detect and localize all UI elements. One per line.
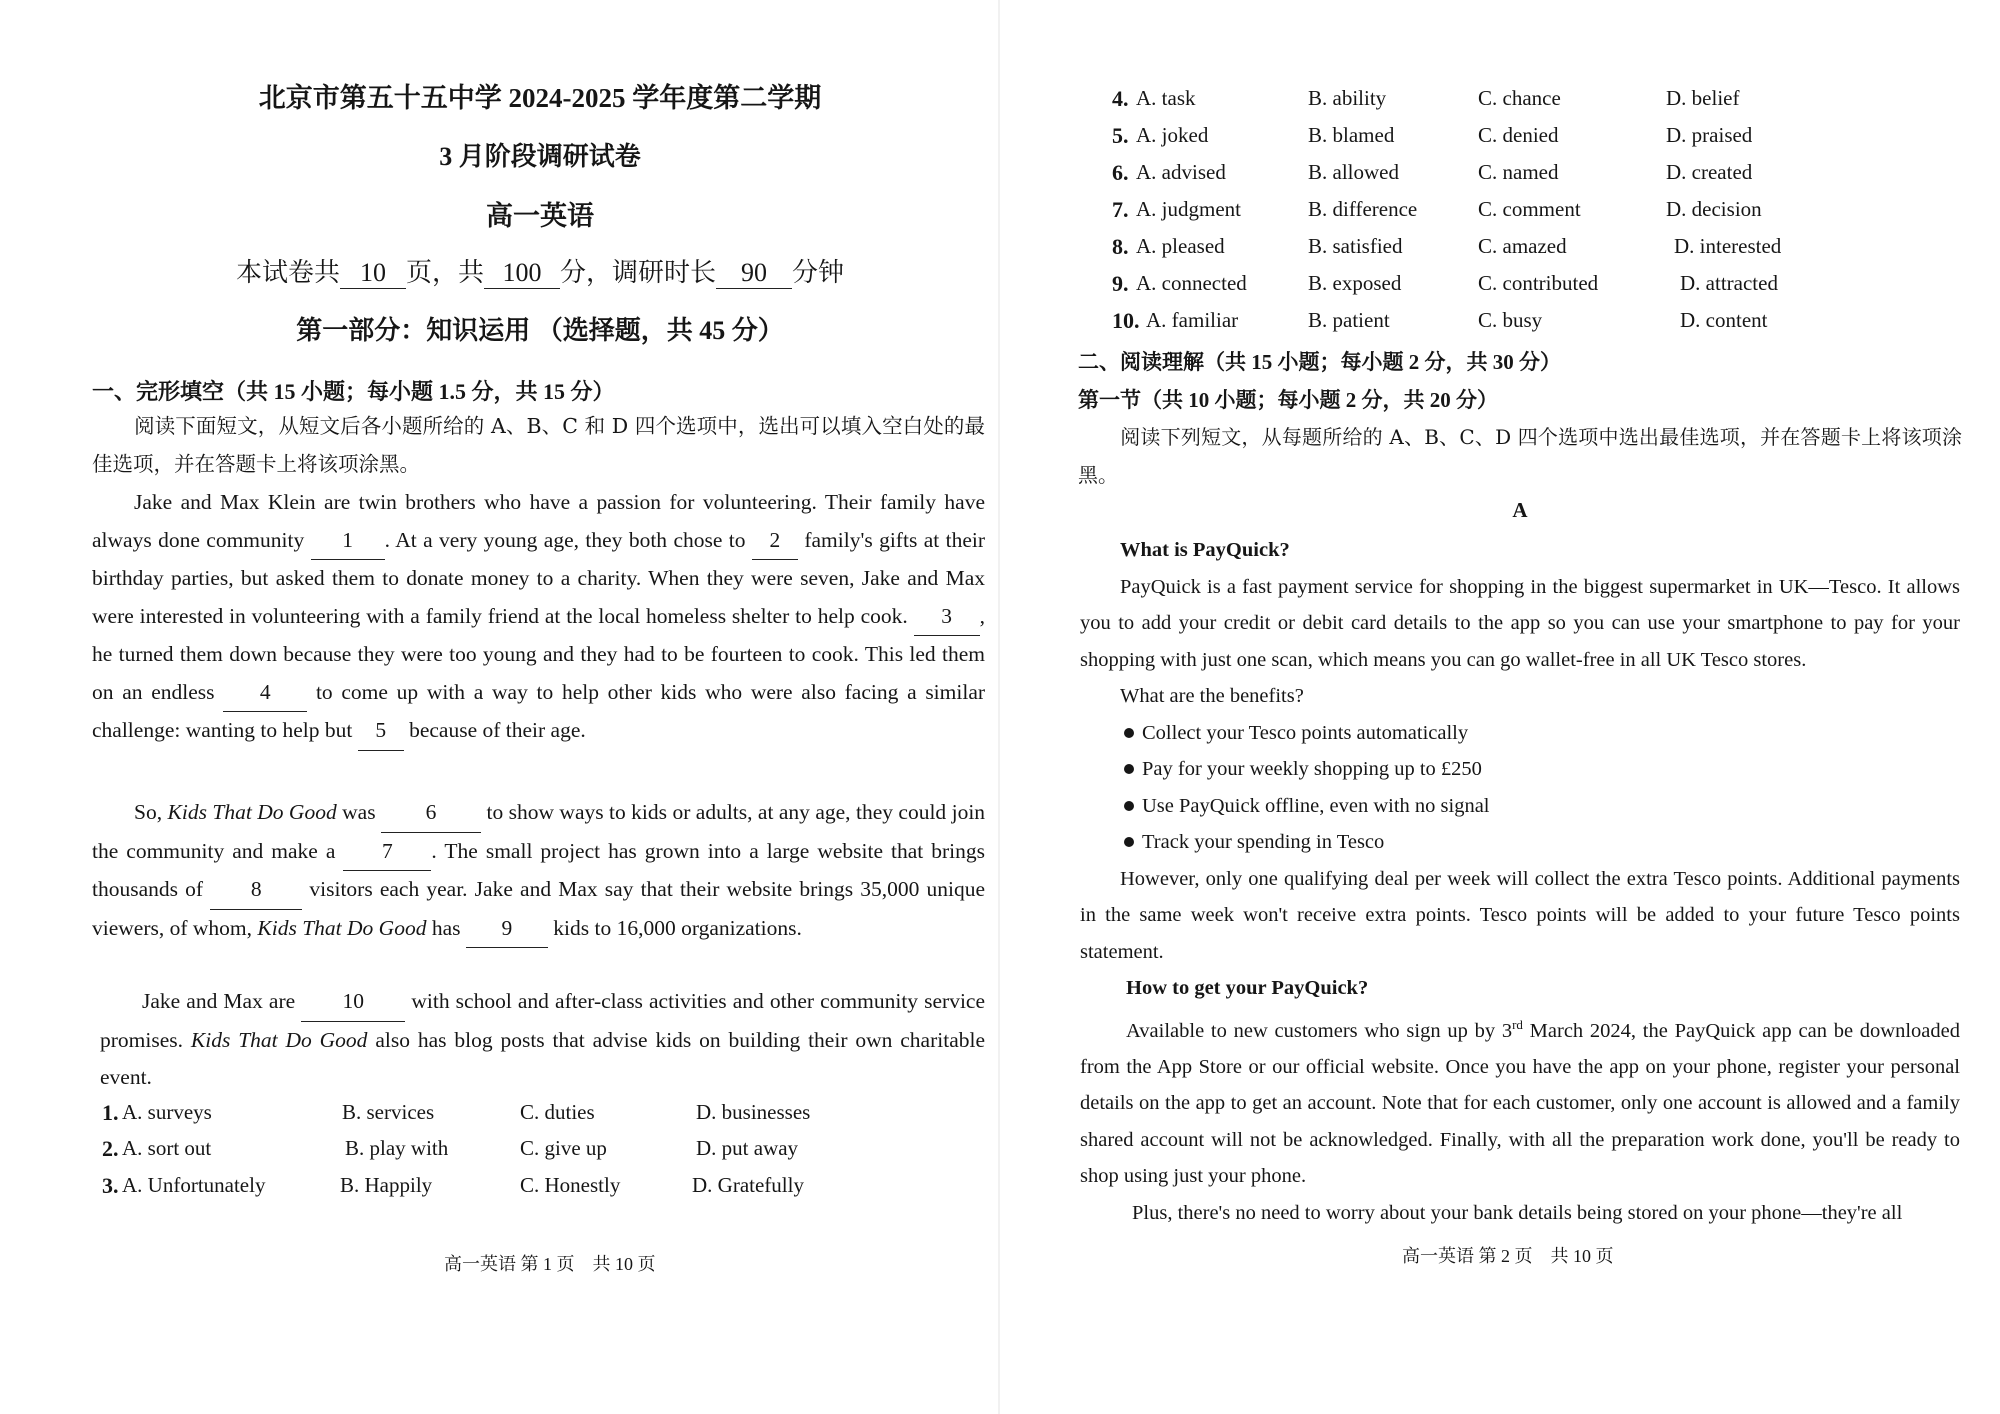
bullet-icon	[1124, 728, 1134, 738]
option-10c[interactable]: C. busy	[1478, 308, 1543, 332]
bullet-icon	[1124, 764, 1134, 774]
option-10a[interactable]: A. familiar	[1146, 308, 1239, 332]
bullet-icon	[1124, 837, 1134, 847]
options-q3: 3. A. Unfortunately B. Happily C. Honestly D. Gratefully	[102, 1173, 804, 1198]
options-q6: 6. A. advised B. allowed C. named D. created	[1112, 160, 1753, 185]
option-9a[interactable]: A. connected	[1136, 271, 1247, 295]
exam-title: 3 月阶段调研试卷	[439, 142, 641, 171]
reading-section-1: 第一节（共 10 小题；每小题 2 分，共 20 分）	[1078, 388, 1498, 412]
option-6c[interactable]: C. named	[1478, 160, 1559, 184]
option-9d[interactable]: D. attracted	[1680, 271, 1778, 295]
passage-paragraph-1: PayQuick is a fast payment service for shopping in the biggest supermarket in UK—Tesco. It allows you to add your credit or debit card details to the app so you can use your smartphone to pay for your shopping with just one scan, which means you can go wallet-free in all UK Tesco stores.	[1080, 575, 1960, 671]
option-1a[interactable]: A. surveys	[122, 1100, 212, 1124]
benefit-item: Use PayQuick offline, even with no signal	[1080, 788, 1960, 825]
passage-label: A	[1512, 498, 1528, 522]
option-10d[interactable]: D. content	[1680, 308, 1768, 332]
options-q5: 5. A. joked B. blamed C. denied D. praised	[1112, 123, 1753, 148]
option-1c[interactable]: C. duties	[520, 1100, 595, 1124]
option-7c[interactable]: C. comment	[1478, 197, 1581, 221]
option-3b[interactable]: B. Happily	[340, 1173, 433, 1197]
option-2a[interactable]: A. sort out	[122, 1136, 212, 1160]
option-7b[interactable]: B. difference	[1308, 197, 1418, 221]
benefits-question: What are the benefits?	[1120, 685, 1304, 707]
bullet-icon	[1124, 801, 1134, 811]
option-3d[interactable]: D. Gratefully	[692, 1173, 804, 1197]
blank-2[interactable]: 2	[752, 522, 798, 561]
blank-5[interactable]: 5	[358, 712, 404, 751]
options-q7: 7. A. judgment B. difference C. comment D. decision	[1112, 197, 1762, 222]
benefit-item: Track your spending in Tesco	[1080, 824, 1960, 861]
option-3c[interactable]: C. Honestly	[520, 1173, 621, 1197]
blank-7[interactable]: 7	[343, 833, 431, 872]
part-one-title: 第一部分：知识运用 （选择题，共 45 分）	[296, 316, 784, 345]
option-10b[interactable]: B. patient	[1308, 308, 1390, 332]
how-to-title: How to get your PayQuick?	[1126, 977, 1369, 999]
option-4c[interactable]: C. chance	[1478, 86, 1561, 110]
option-4d[interactable]: D. belief	[1666, 86, 1740, 110]
blank-1[interactable]: 1	[311, 522, 385, 561]
option-8d[interactable]: D. interested	[1674, 234, 1782, 258]
option-8b[interactable]: B. satisfied	[1308, 234, 1403, 258]
options-q2: 2. A. sort out B. play with C. give up D. put away	[102, 1136, 799, 1161]
option-8a[interactable]: A. pleased	[1136, 234, 1225, 258]
option-6b[interactable]: B. allowed	[1308, 160, 1399, 184]
option-6a[interactable]: A. advised	[1136, 160, 1226, 184]
exam-duration: 90	[716, 258, 792, 289]
options-q4: 4. A. task B. ability C. chance D. belief	[1112, 86, 1740, 111]
option-5a[interactable]: A. joked	[1136, 123, 1209, 147]
option-5d[interactable]: D. praised	[1666, 123, 1753, 147]
total-score: 100	[484, 258, 560, 289]
subject-title: 高一英语	[486, 201, 594, 231]
what-is-title: What is PayQuick?	[1120, 539, 1290, 561]
option-2c[interactable]: C. give up	[520, 1136, 607, 1160]
option-5c[interactable]: C. denied	[1478, 123, 1559, 147]
page-footer-right: 高一英语 第 2 页 共 10 页	[1402, 1246, 1614, 1266]
passage-paragraph-2: However, only one qualifying deal per week will collect the extra Tesco points. Additional payments in the same week won't receive extra points. Tesco points will be added to your future Tesco points statement.	[1080, 867, 1960, 963]
blank-3[interactable]: 3	[914, 598, 980, 637]
exam-info: 本试卷共 10 页，共 100 分，调研时长 90 分钟	[235, 258, 845, 287]
cloze-heading: 一、完形填空（共 15 小题；每小题 1.5 分，共 15 分）	[92, 379, 615, 404]
reading-instruction: 阅读下列短文，从每题所给的 A、B、C、D 四个选项中选出最佳选项，并在答题卡上将该项涂黑。	[1078, 425, 1962, 487]
option-6d[interactable]: D. created	[1666, 160, 1753, 184]
blank-9[interactable]: 9	[466, 910, 548, 949]
passage-a	[1080, 532, 1960, 1231]
blank-4[interactable]: 4	[223, 674, 307, 713]
options-q10: 10. A. familiar B. patient C. busy D. content	[1112, 308, 1768, 333]
page-count: 10	[340, 258, 406, 289]
options-q1: 1. A. surveys B. services C. duties D. businesses	[102, 1100, 811, 1125]
cloze-paragraph-3: Jake and Max are 10 with school and after-class activities and other community service promises. Kids That Do Good also has blog posts that advise kids on building their own charitable event.	[100, 983, 985, 1097]
option-3a[interactable]: A. Unfortunately	[122, 1173, 266, 1197]
blank-8[interactable]: 8	[210, 871, 302, 910]
benefit-item: Pay for your weekly shopping up to £250	[1080, 751, 1960, 788]
school-title: 北京市第五十五中学 2024-2025 学年度第二学期	[258, 83, 822, 113]
option-2d[interactable]: D. put away	[696, 1136, 799, 1160]
cloze-paragraph-2: So, Kids That Do Good was 6 to show ways to kids or adults, at any age, they could join the community and make a 7 . The small project has grown into a large website that brings thousands of 8 visitors each year. Jake and Max say that their website brings 35,000 unique viewers, of whom, Kids That Do Good has 9 kids to 16,000 organizations.	[92, 794, 985, 948]
page-footer-left: 高一英语 第 1 页 共 10 页	[444, 1254, 656, 1274]
passage-paragraph-3: Available to new customers who sign up by 3rd March 2024, the PayQuick app can be downloaded from the App Store or our official website. Once you have the app on your phone, register your personal details on the app to get an account. Note that for each customer, only one account is allowed and a family shared account will not be acknowledged. Finally, with all the preparation work done, you'll be ready to shop using just your phone.	[1080, 1016, 1960, 1188]
option-2b[interactable]: B. play with	[345, 1136, 449, 1160]
option-9b[interactable]: B. exposed	[1308, 271, 1402, 295]
blank-6[interactable]: 6	[381, 794, 481, 833]
benefit-item: Collect your Tesco points automatically	[1080, 715, 1960, 752]
option-4b[interactable]: B. ability	[1308, 86, 1387, 110]
options-q8: 8. A. pleased B. satisfied C. amazed D. interested	[1112, 234, 1782, 259]
option-8c[interactable]: C. amazed	[1478, 234, 1567, 258]
option-9c[interactable]: C. contributed	[1478, 271, 1599, 295]
options-q9: 9. A. connected B. exposed C. contributed D. attracted	[1112, 271, 1778, 296]
option-7a[interactable]: A. judgment	[1136, 197, 1241, 221]
cloze-instruction: 阅读下面短文，从短文后各小题所给的 A、B、C 和 D 四个选项中，选出可以填入空白处的最佳选项，并在答题卡上将该项涂黑。	[92, 414, 985, 476]
option-4a[interactable]: A. task	[1136, 86, 1196, 110]
blank-10[interactable]: 10	[301, 983, 405, 1022]
option-1b[interactable]: B. services	[342, 1100, 435, 1124]
cloze-paragraph-1: Jake and Max Klein are twin brothers who have a passion for volunteering. Their family have always done community 1 . At a very young age, they both chose to 2 family's gifts at their birthday parties, but asked them to donate money to a charity. When they were seven, Jake and Max were interested in volunteering with a family friend at the local homeless shelter to help cook. 3 , he turned them down because they were too young and they had to be fourteen to cook. This led them on an endless 4 to come up with a way to help other kids who were also facing a similar challenge: wanting to help but 5 because of their age.	[92, 484, 985, 751]
option-5b[interactable]: B. blamed	[1308, 123, 1395, 147]
option-7d[interactable]: D. decision	[1666, 197, 1762, 221]
passage-paragraph-4: Plus, there's no need to worry about your bank details being stored on your phone—they're all	[1132, 1201, 1903, 1224]
option-1d[interactable]: D. businesses	[696, 1100, 811, 1124]
reading-heading: 二、阅读理解（共 15 小题；每小题 2 分，共 30 分）	[1078, 350, 1561, 374]
